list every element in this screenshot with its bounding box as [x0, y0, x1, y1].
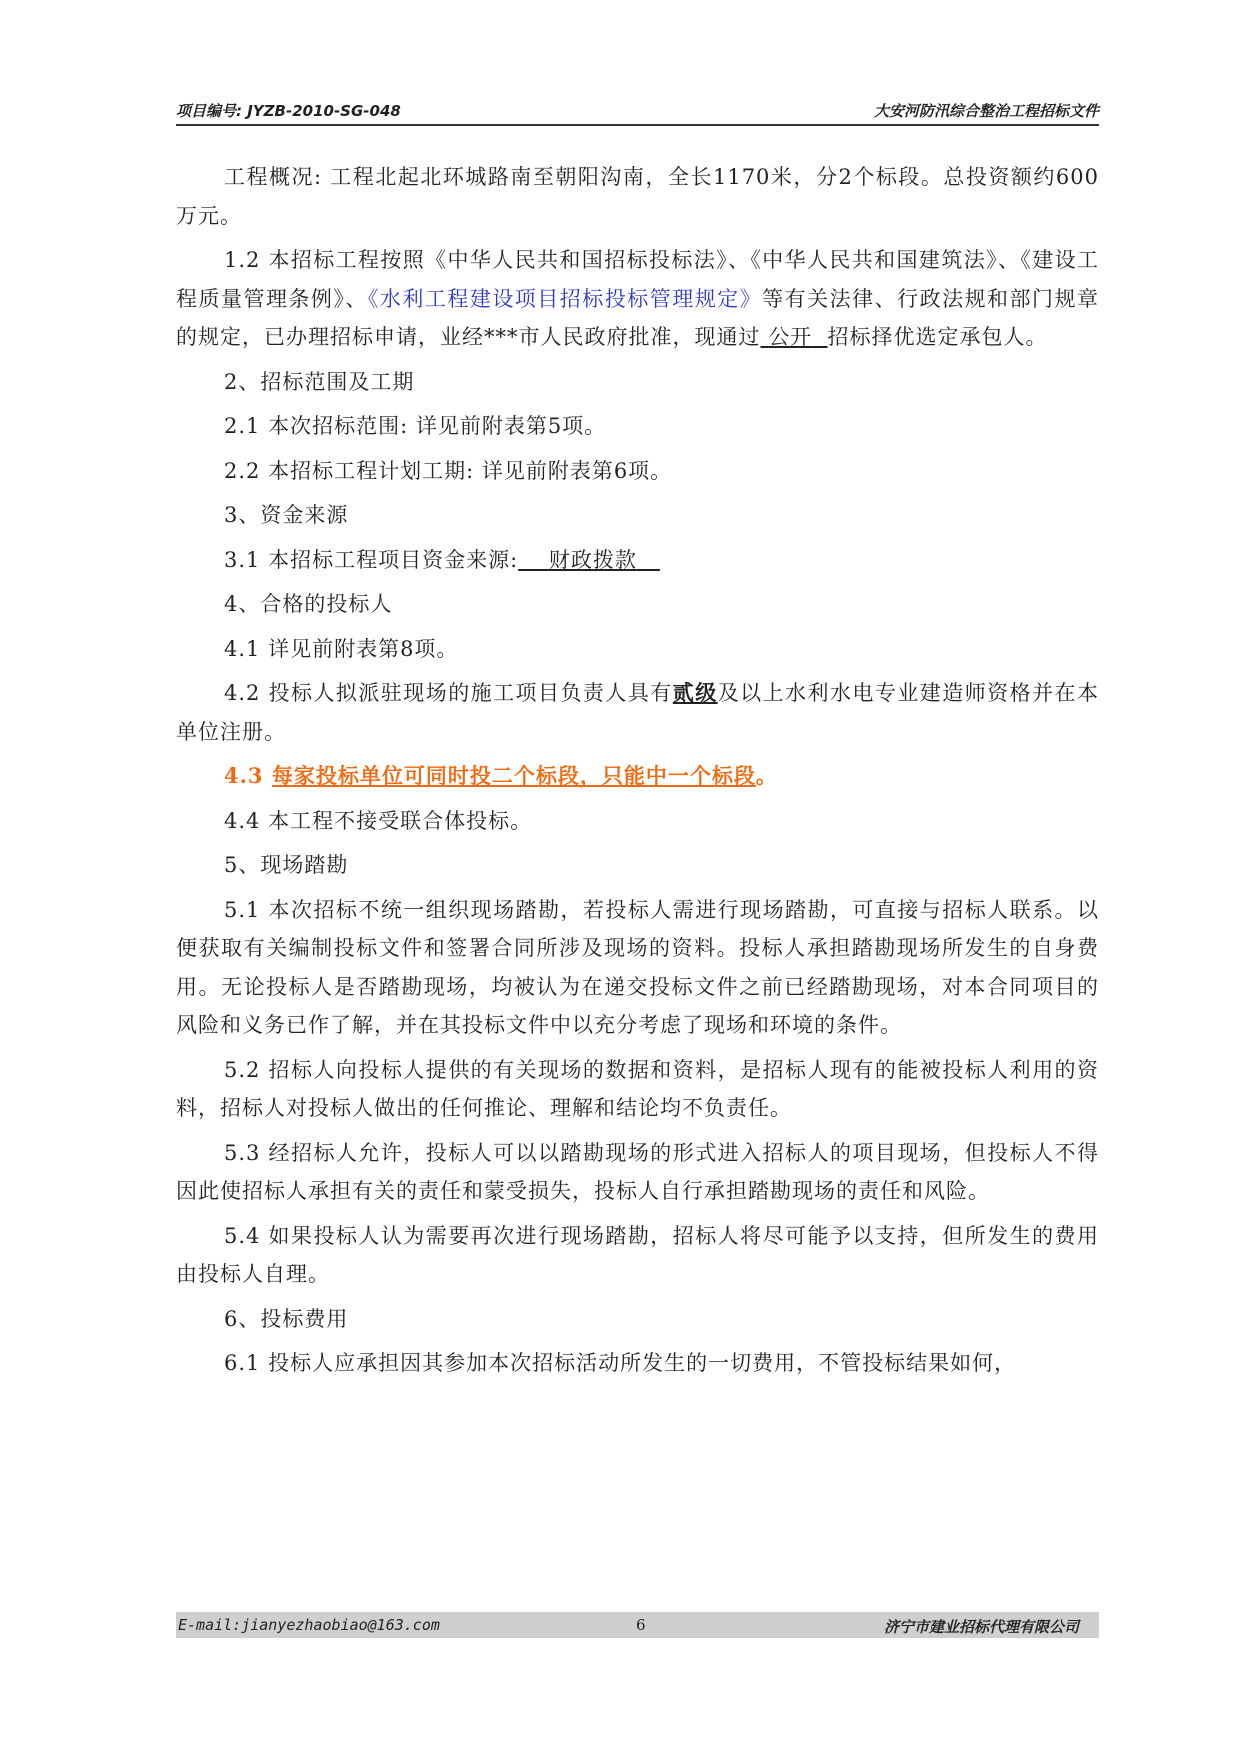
text-span: 3.1 本招标工程项目资金来源: — [224, 547, 519, 572]
text-span: 4.3 — [224, 763, 264, 788]
bid-section-rule: 每家投标单位可同时投二个标段，只能中一个标段 — [271, 763, 756, 788]
text-span: 招标择优选定承包人。 — [827, 325, 1048, 349]
section-2-heading: 2、招标范围及工期 — [224, 369, 415, 394]
paragraph-2-2: 2.2 本招标工程计划工期: 详见前附表第6项。 — [224, 458, 673, 483]
text-span: 4.2 投标人拟派驻现场的施工项目负责人具有 — [224, 681, 673, 705]
text-span: 。 — [755, 763, 778, 788]
paragraph-4-4: 4.4 本工程不接受联合体投标。 — [224, 808, 533, 833]
funding-source-value: 财政拨款 — [548, 547, 637, 572]
text-span: 及以上水利水电专业建造师资格并在本单位注册。 — [176, 681, 1100, 744]
bidding-method — [761, 325, 828, 349]
paragraph-3-1 — [176, 541, 1099, 580]
paragraph-4-3 — [176, 757, 1099, 796]
page-header — [176, 96, 1099, 126]
paragraph-4-1: 4.1 详见前附表第8项。 — [224, 636, 459, 661]
paragraph-1-2 — [176, 241, 1099, 357]
paragraph-2-1: 2.1 本次招标范围: 详见前附表第5项。 — [224, 414, 607, 438]
paragraph-5-4: 5.4 如果投标人认为需要再次进行现场踏勘，招标人将尽可能予以支持，但所发生的费用由投标人自理。 — [176, 1223, 1099, 1286]
paragraph-6-1: 6.1 投标人应承担因其参加本次招标活动所发生的一切费用，不管投标结果如何， — [224, 1351, 1017, 1375]
section-5-heading: 5、现场踏勘 — [224, 853, 349, 877]
regulation-link[interactable]: 《水利工程建设项目招标投标管理规定》 — [367, 286, 763, 311]
page-number: 6 — [636, 1616, 646, 1634]
qualification-level: 贰级 — [672, 680, 718, 705]
document-title: 大安河防汛综合整治工程招标文件 — [873, 102, 1099, 120]
bidding-method-value: 公开 — [768, 325, 813, 349]
section-4-heading: 4、合格的投标人 — [224, 592, 393, 616]
page-footer — [176, 1612, 1099, 1638]
paragraph-5-3: 5.3 经招标人允许，投标人可以以踏勘现场的形式进入招标人的项目现场，但投标人不得因此使招标人承担有关的责任和蒙受损失，投标人自行承担踏勘现场的责任和风险。 — [176, 1140, 1099, 1203]
project-number: 项目编号: JYZB-2010-SG-048 — [176, 102, 401, 120]
text-span: 1.2 本招标工程按照《中华人民共和国招标投标法》、《中华人民共和国建筑法》、《建设工程质量管理条例》、 — [176, 248, 1099, 311]
section-6-heading: 6、投标费用 — [224, 1306, 349, 1331]
funding-source — [518, 548, 660, 572]
paragraph-4-2 — [176, 674, 1099, 751]
document-body — [176, 158, 1099, 1389]
text-span: 等有关法律、行政法规和部门规章的规定，已办理招标申请，业经***市人民政府批准，现通过 — [176, 286, 1100, 349]
section-3-heading: 3、资金来源 — [224, 503, 349, 527]
footer-company: 济宁市建业招标代理有限公司 — [883, 1618, 1079, 1636]
paragraph-5-1: 5.1 本次招标不统一组织现场踏勘，若投标人需进行现场踏勘，可直接与招标人联系。以便获取有关编制投标文件和签署合同所涉及现场的资料。投标人承担踏勘现场所发生的自身费用。无论投标人是否踏勘现场，均被认为在递交投标文件之前已经踏勘现场，对本合同项目的风险和义务已作了解，并在其投标文件中以充分考虑了现场和环境的条件。 — [176, 897, 1099, 1037]
footer-email: E-mail:jianyezhaobiao@163.com — [178, 1616, 440, 1634]
paragraph-5-2: 5.2 招标人向投标人提供的有关现场的数据和资料，是招标人现有的能被投标人利用的资料，招标人对投标人做出的任何推论、理解和结论均不负责任。 — [176, 1057, 1099, 1120]
paragraph-overview: 工程概况: 工程北起北环城路南至朝阳沟南，全长1170米，分2个标段。总投资额约600万元。 — [176, 165, 1099, 228]
